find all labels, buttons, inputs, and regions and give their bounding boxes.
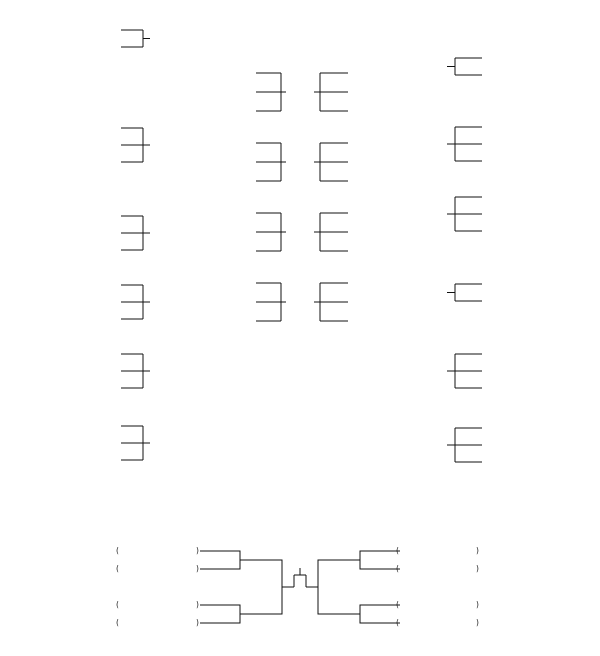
bracket-line [200, 605, 240, 623]
paren: ( [116, 564, 119, 573]
paren: ) [476, 546, 479, 555]
paren: ) [196, 600, 199, 609]
paren: ) [196, 618, 199, 627]
paren: ( [396, 546, 399, 555]
paren: ) [476, 618, 479, 627]
paren: ( [396, 564, 399, 573]
paren: ) [476, 564, 479, 573]
bracket-line [360, 551, 400, 569]
bracket-line [200, 551, 240, 569]
bracket-line [258, 560, 282, 614]
paren: ) [196, 564, 199, 573]
paren: ( [396, 618, 399, 627]
paren: ) [196, 546, 199, 555]
paren: ( [116, 546, 119, 555]
paren: ( [396, 600, 399, 609]
bracket-line [360, 605, 400, 623]
paren: ) [476, 600, 479, 609]
paren: ( [116, 600, 119, 609]
bracket-line [318, 560, 342, 614]
paren: ( [116, 618, 119, 627]
